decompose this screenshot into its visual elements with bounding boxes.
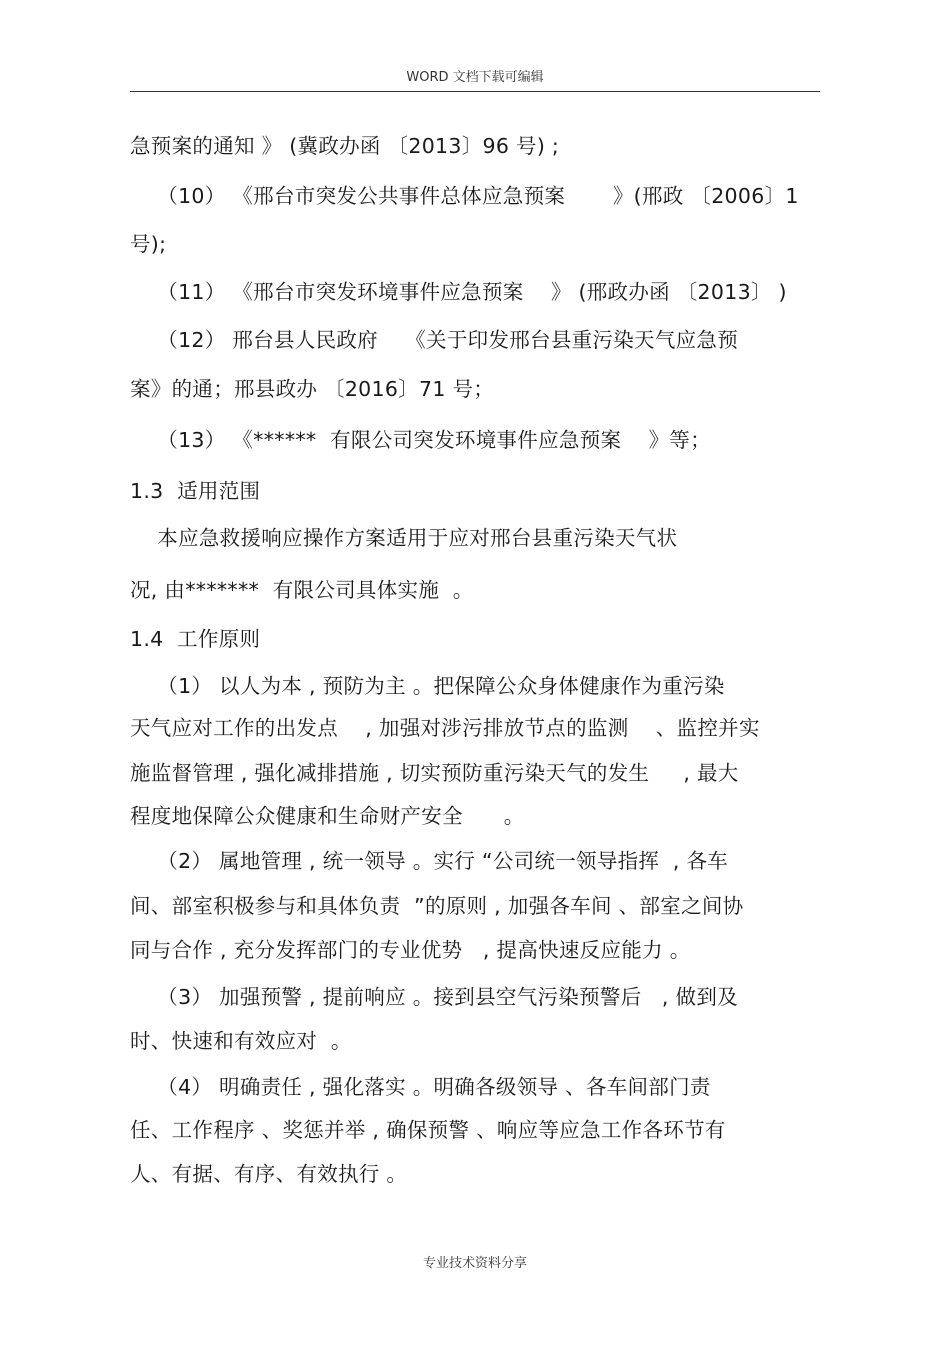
text-line: 号); bbox=[130, 232, 167, 256]
section-heading: 1.4 工作原则 bbox=[130, 627, 261, 651]
text-line: （4） 明确责任 , 强化落实 。明确各级领导 、各车间部门责 bbox=[130, 1075, 711, 1099]
text-line: 时、快速和有效应对 。 bbox=[130, 1029, 352, 1053]
text-line: 天气应对工作的出发点 , 加强对涉污排放节点的监测 、监控并实 bbox=[130, 716, 760, 740]
text-line: 人、有据、有序、有效执行 。 bbox=[130, 1162, 408, 1186]
section-heading: 1.3 适用范围 bbox=[130, 479, 261, 503]
text-line: （13） 《****** 有限公司突发环境事件应急预案 》等； bbox=[130, 428, 711, 452]
page-footer: 专业技术资料分享 bbox=[422, 1256, 527, 1271]
text-line: （2） 属地管理 , 统一领导 。实行 “公司统一领导指挥 , 各车 bbox=[130, 849, 729, 873]
text-line: 程度地保障公众健康和生命财产安全 。 bbox=[130, 804, 525, 828]
text-line: 间、部室积极参与和具体负责 ”的原则 , 加强各车间 、部室之间协 bbox=[130, 894, 744, 918]
text-line: 急预案的通知 》 (冀政办函 〔2013〕96 号) ; bbox=[130, 134, 560, 158]
page-header: WORD 文档下载可编辑 bbox=[406, 70, 544, 85]
text-line: 施监督管理 , 强化减排措施 , 切实预防重污染天气的发生 , 最大 bbox=[130, 761, 739, 785]
text-line: 况, 由******* 有限公司具体实施 。 bbox=[130, 578, 474, 602]
text-line: （10） 《邢台市突发公共事件总体应急预案 》(邢政 〔2006〕1 bbox=[130, 184, 799, 208]
text-line: 同与合作 , 充分发挥部门的专业优势 , 提高快速反应能力 。 bbox=[130, 938, 691, 962]
text-line: （12） 邢台县人民政府 《关于印发邢台县重污染天气应急预 bbox=[130, 328, 739, 352]
text-line: （1） 以人为本 , 预防为主 。把保障公众身体健康作为重污染 bbox=[130, 674, 725, 698]
text-line: 案》的通；邢县政办 〔2016〕71 号； bbox=[130, 377, 495, 401]
text-line: （11） 《邢台市突发环境事件应急预案 》 (邢政办函 〔2013〕 ) bbox=[130, 280, 787, 304]
text-line: 任、工作程序 、奖惩并举 , 确保预警 、响应等应急工作各环节有 bbox=[130, 1118, 726, 1142]
text-line: 本应急救援响应操作方案适用于应对邢台县重污染天气状 bbox=[130, 526, 678, 550]
header-divider bbox=[130, 91, 820, 92]
text-line: （3） 加强预警 , 提前响应 。接到县空气污染预警后 , 做到及 bbox=[130, 985, 738, 1009]
